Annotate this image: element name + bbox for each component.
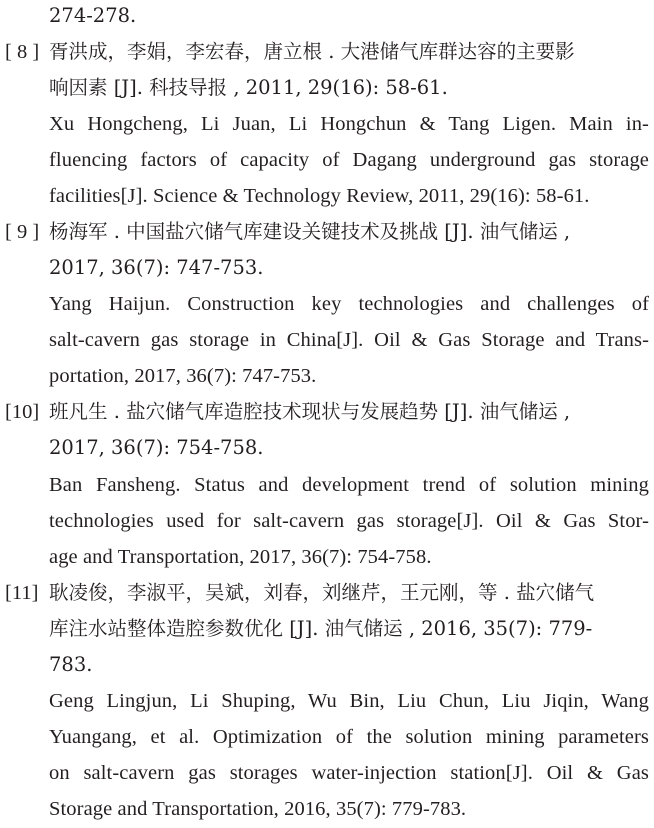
reference-zh-line: 2017, 36(7): 754-758. [49,436,264,459]
reference-en-line: fluencing factors of capacity of Dagang underground gas storage [49,149,649,171]
reference-number: [10] [5,401,40,423]
reference-zh-line: 耿凌俊，李淑平，吴斌，刘春，刘继芹，王元刚，等 . 盐穴储气 [49,581,595,604]
reference-en-line: Geng Lingjun, Li Shuping, Wu Bin, Liu Chun, Liu Jiqin, Wang [49,690,649,712]
reference-en-line: on salt-cavern gas storages water-injection station[J]. Oil & Gas [49,762,649,784]
reference-en-line: Ban Fansheng. Status and development trend of solution mining [49,474,649,496]
reference-en-line: facilities[J]. Science & Technology Review, 2011, 29(16): 58-61. [49,185,590,207]
continuation-line: 274-278. [49,4,137,27]
reference-en-line: technologies used for salt-cavern gas storage[J]. Oil & Gas Stor- [49,510,649,532]
reference-number: [11] [5,582,39,604]
reference-zh-line: 班凡生 . 盐穴储气库造腔技术现状与发展趋势 [J]. 油气储运 , [49,400,571,423]
reference-en-line: Yang Haijun. Construction key technologies and challenges of [49,293,649,315]
reference-en-line: portation, 2017, 36(7): 747-753. [49,365,317,387]
reference-zh-line: 783. [49,653,93,676]
reference-number: [ 9 ] [5,221,40,243]
reference-zh-line: 2017, 36(7): 747-753. [49,256,264,279]
reference-zh-line: 杨海军 . 中国盐穴储气库建设关键技术及挑战 [J]. 油气储运 , [49,220,571,243]
reference-en-line: age and Transportation, 2017, 36(7): 754-758. [49,546,432,568]
reference-zh-line: 胥洪成，李娟，李宏春，唐立根 . 大港储气库群达容的主要影 [49,40,575,63]
reference-zh-line: 库注水站整体造腔参数优化 [J]. 油气储运 , 2016, 35(7): 779- [49,617,593,640]
reference-number: [ 8 ] [5,41,40,63]
reference-en-line: salt-cavern gas storage in China[J]. Oil & Gas Storage and Trans- [49,329,649,351]
reference-zh-line: 响因素 [J]. 科技导报 , 2011, 29(16): 58-61. [49,76,448,99]
reference-en-line: Storage and Transportation, 2016, 35(7): 779-783. [49,798,467,820]
reference-en-line: Yuangang, et al. Optimization of the solution mining parameters [49,726,649,748]
reference-en-line: Xu Hongcheng, Li Juan, Li Hongchun & Tang Ligen. Main in- [49,113,649,135]
